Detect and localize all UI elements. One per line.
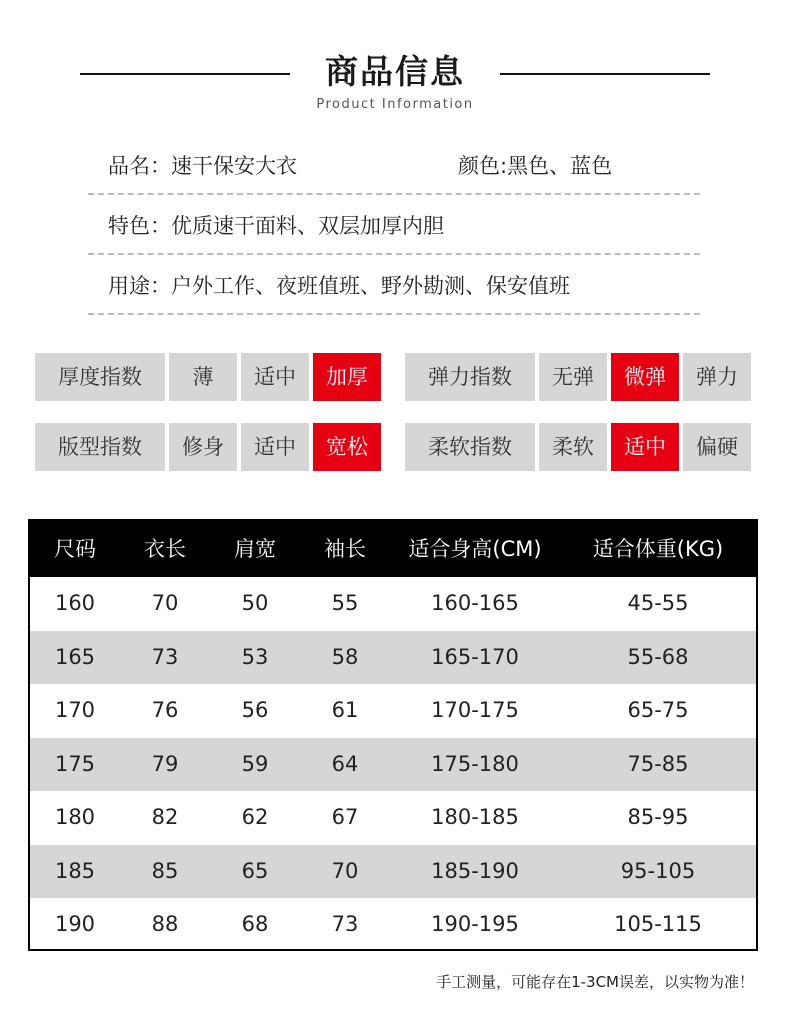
index-softness-label: 柔软指数: [405, 423, 535, 471]
table-header-cell: 袖长: [324, 537, 366, 561]
table-cell: 170-175: [431, 698, 519, 722]
size-table: [28, 519, 758, 951]
index-thickness-option: 加厚: [313, 353, 381, 401]
table-row: [30, 898, 756, 952]
table-row: [30, 845, 756, 899]
index-elasticity-option: 微弹: [611, 353, 679, 401]
index-thickness-option: 薄: [169, 353, 237, 401]
index-softness-option: 柔软: [539, 423, 607, 471]
table-header-cell: 尺码: [54, 537, 96, 561]
table-header-cell: 适合体重(KG): [592, 537, 724, 561]
table-cell: 45-55: [627, 591, 689, 615]
index-fit-option: 适中: [241, 423, 309, 471]
table-cell: 185-190: [431, 858, 519, 883]
index-elasticity-option: 弹力: [683, 353, 751, 401]
table-cell: 95-105: [620, 858, 696, 883]
table-body: [30, 577, 756, 952]
index-softness-option: 偏硬: [683, 423, 751, 471]
table-cell: 82: [151, 805, 179, 829]
table-cell: 61: [331, 698, 359, 722]
table-cell: 59: [241, 751, 269, 776]
table-cell: 64: [331, 751, 359, 776]
table-cell: 68: [241, 912, 269, 936]
index-fit-option: 宽松: [313, 423, 381, 471]
index-elasticity-option: 无弹: [539, 353, 607, 401]
table-cell: 160-165: [431, 591, 519, 615]
table-cell: 79: [151, 751, 179, 776]
table-cell: 76: [151, 698, 179, 722]
table-cell: 70: [331, 858, 359, 883]
page-subtitle: Product Information: [316, 97, 474, 112]
table-cell: 55-68: [627, 644, 689, 669]
table-row: [30, 791, 756, 845]
product-usage: 用途：户外工作、夜班值班、野外勘测、保安值班: [108, 274, 570, 298]
index-thickness-label: 厚度指数: [35, 353, 165, 401]
table-cell: 180-185: [431, 805, 519, 829]
product-feature: 特色：优质速干面料、双层加厚内胆: [108, 214, 444, 238]
table-cell: 160: [54, 591, 96, 615]
table-cell: 73: [151, 644, 179, 669]
table-cell: 180: [54, 805, 96, 829]
table-cell: 88: [151, 912, 179, 936]
table-cell: 67: [331, 805, 359, 829]
index-elasticity: [405, 353, 751, 401]
table-row: [30, 631, 756, 685]
table-header-cell: 适合身高(CM): [408, 537, 542, 561]
table-row: [30, 684, 756, 738]
table-cell: 175: [54, 751, 96, 776]
table-cell: 105-115: [614, 912, 702, 936]
index-elasticity-label: 弹力指数: [405, 353, 535, 401]
index-softness-option: 适中: [611, 423, 679, 471]
info-row-name-color: [88, 135, 700, 195]
index-softness: [405, 423, 751, 471]
table-cell: 55: [331, 591, 359, 615]
table-cell: 58: [331, 644, 359, 669]
table-cell: 65: [241, 858, 269, 883]
index-fit: [35, 423, 381, 471]
measurement-note: 手工测量，可能存在1-3CM误差，以实物为准！: [436, 973, 754, 991]
index-thickness: [35, 353, 381, 401]
product-color: 颜色:黑色、蓝色: [458, 154, 613, 178]
table-header-cell: 衣长: [144, 537, 186, 561]
table-cell: 175-180: [431, 751, 519, 776]
table-cell: 165-170: [431, 644, 519, 669]
index-fit-label: 版型指数: [35, 423, 165, 471]
product-name: 品名：速干保安大衣: [108, 154, 297, 178]
table-header-cell: 肩宽: [234, 537, 276, 561]
page-title: 商品信息: [325, 52, 465, 91]
table-row: [30, 738, 756, 792]
table-row: [30, 577, 756, 631]
table-cell: 73: [331, 912, 359, 936]
table-cell: 56: [241, 698, 269, 722]
table-cell: 62: [241, 805, 269, 829]
info-row-usage: [88, 255, 700, 315]
info-row-feature: [88, 195, 700, 255]
index-thickness-option: 适中: [241, 353, 309, 401]
dashed-divider: [88, 313, 700, 315]
table-cell: 53: [241, 644, 269, 669]
index-fit-option: 修身: [169, 423, 237, 471]
table-cell: 190-195: [431, 912, 519, 936]
table-cell: 185: [54, 858, 96, 883]
table-cell: 85: [151, 858, 179, 883]
table-cell: 170: [54, 698, 96, 722]
table-cell: 70: [151, 591, 179, 615]
table-cell: 75-85: [627, 751, 689, 776]
table-cell: 65-75: [627, 698, 689, 722]
table-cell: 165: [54, 644, 96, 669]
table-cell: 85-95: [627, 805, 689, 829]
table-cell: 190: [54, 912, 96, 936]
table-cell: 50: [241, 591, 269, 615]
table-header-row: [30, 521, 756, 577]
